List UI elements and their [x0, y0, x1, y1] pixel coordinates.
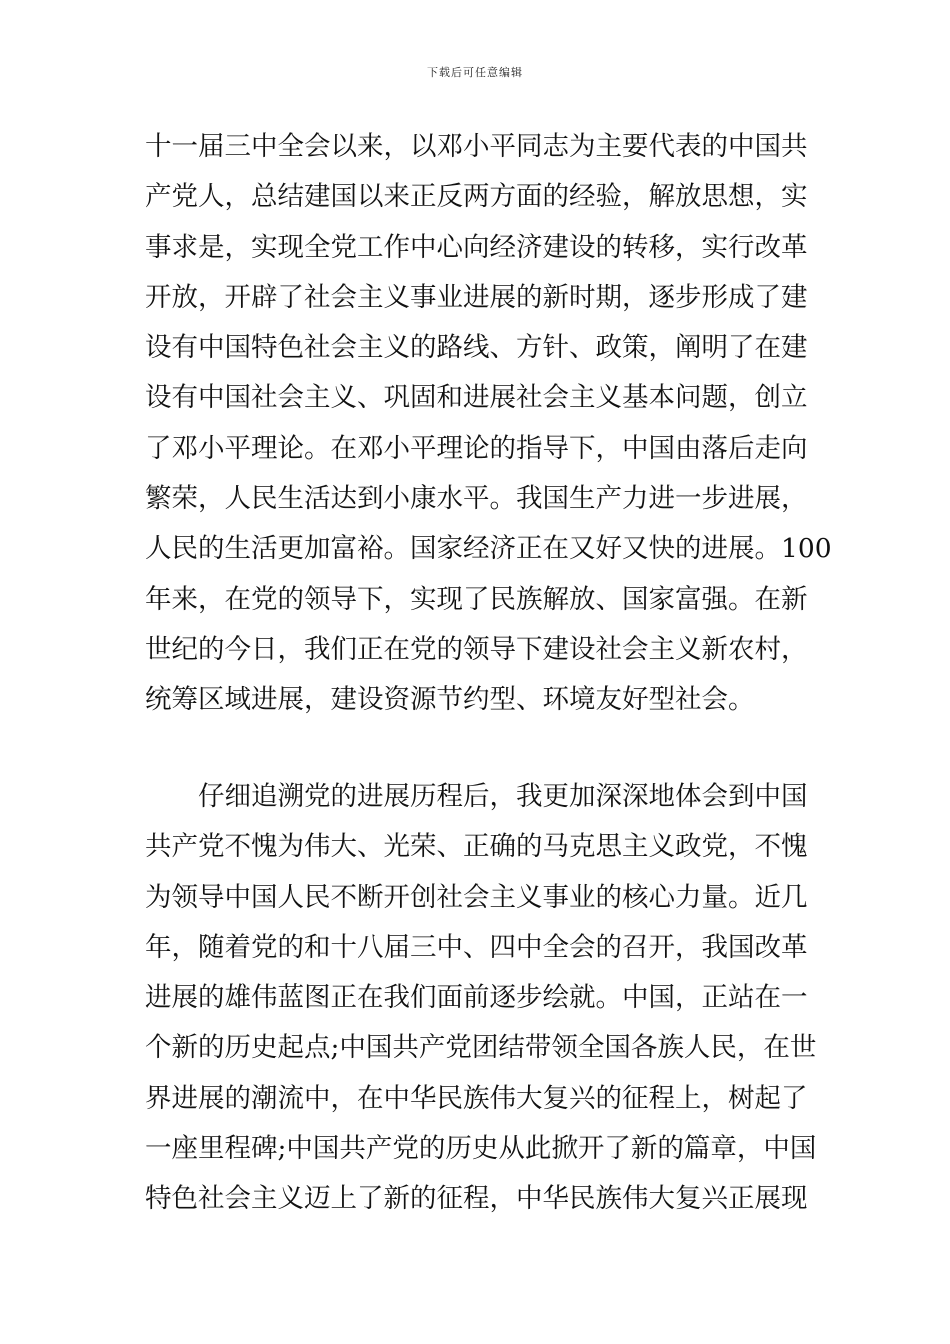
text-line: 十一届三中全会以来，以邓小平同志为主要代表的中国共	[145, 131, 808, 162]
text-line: 事求是，实现全党工作中心向经济建设的转移，实行改革	[145, 231, 808, 263]
text-line: 共产党不愧为伟大、光荣、正确的马克思主义政党，不愧	[145, 831, 808, 863]
text-line: 设有中国社会主义、巩固和进展社会主义基本问题，创立	[145, 382, 808, 414]
text-line: 进展的雄伟蓝图正在我们面前逐步绘就。中国，正站在一	[145, 982, 808, 1014]
text-line: 界进展的潮流中，在中华民族伟大复兴的征程上，树起了	[145, 1082, 808, 1114]
text-line: 设有中国特色社会主义的路线、方针、政策，阐明了在建	[145, 332, 808, 364]
text-line: 仔细追溯党的进展历程后，我更加深深地体会到中国	[198, 781, 808, 812]
text-line: 了邓小平理论。在邓小平理论的指导下，中国由落后走向	[145, 432, 808, 464]
text-line: 繁荣，人民生活达到小康水平。我国生产力进一步进展，	[145, 483, 808, 515]
paragraph-1	[145, 122, 832, 726]
text-line: 年，随着党的和十八届三中、四中全会的召开，我国改革	[145, 931, 808, 963]
text-line: 特色社会主义迈上了新的征程，中华民族伟大复兴正展现	[145, 1183, 808, 1215]
text-line: 人民的生活更加富裕。国家经济正在又好又快的进展。100	[145, 533, 832, 565]
text-line: 个新的历史起点;中国共产党团结带领全国各族人民，在世	[145, 1032, 817, 1064]
paragraph-2	[145, 772, 817, 1225]
text-line: 一座里程碑;中国共产党的历史从此掀开了新的篇章，中国	[145, 1133, 817, 1165]
page-header: 下载后可任意编辑	[427, 66, 523, 79]
text-line: 开放，开辟了社会主义事业进展的新时期，逐步形成了建	[145, 281, 808, 313]
text-line: 产党人，总结建国以来正反两方面的经验，解放思想，实	[145, 181, 808, 213]
text-line: 年来，在党的领导下，实现了民族解放、国家富强。在新	[145, 583, 808, 615]
text-line: 统筹区域进展，建设资源节约型、环境友好型社会。	[145, 684, 755, 716]
text-line: 世纪的今日，我们正在党的领导下建设社会主义新农村，	[145, 633, 808, 665]
text-line: 为领导中国人民不断开创社会主义事业的核心力量。近几	[145, 881, 808, 913]
